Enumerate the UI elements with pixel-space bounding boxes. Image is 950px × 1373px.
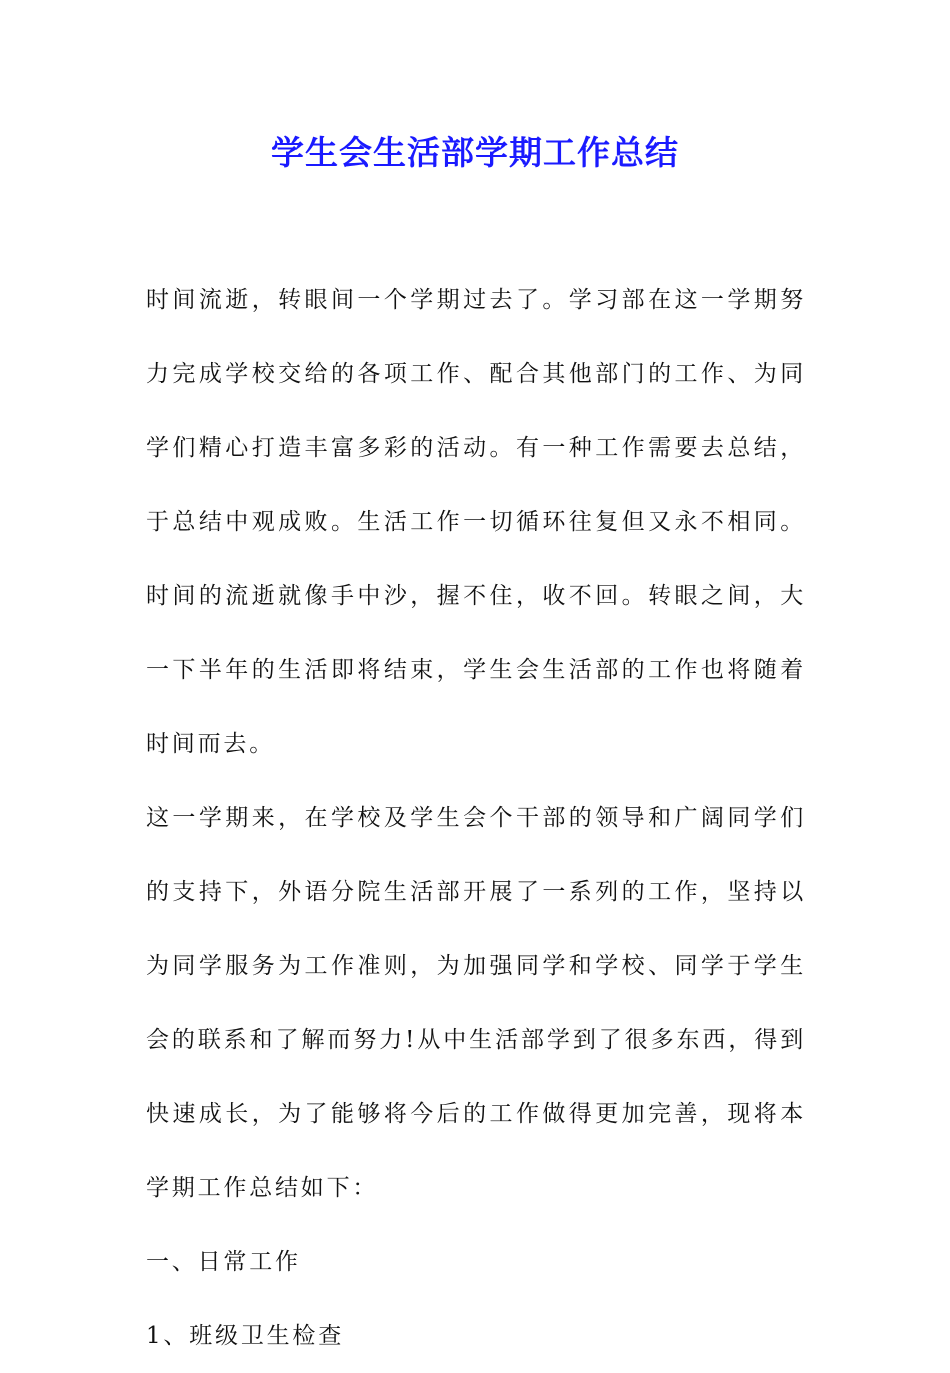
section-heading: 一、日常工作 (146, 1249, 301, 1275)
paragraph-intro: 时间流逝，转眼间一个学期过去了。学习部在这一学期努力完成学校交给的各项工作、配合其他部门的工作、为同学们精心打造丰富多彩的活动。有一种工作需要去总结，于总结中观成败。生活工作一切循环往复但又永不相同。时间的流逝就像手中沙，握不住，收不回。转眼之间，大一下半年的生活即将结束，学生会生活部的工作也将随着时间而去。 (146, 287, 806, 757)
paragraph-summary: 这一学期来，在学校及学生会个干部的领导和广阔同学们的支持下，外语分院生活部开展了一系列的工作，坚持以为同学服务为工作准则，为加强同学和学校、同学于学生会的联系和了解而努力!从中生活部学到了很多东西，得到快速成长，为了能够将今后的工作做得更加完善，现将本学期工作总结如下： (146, 805, 806, 1201)
document-body (146, 263, 806, 1373)
subsection-heading: 1、班级卫生检查 (146, 1323, 345, 1349)
document-title: 学生会生活部学期工作总结 (271, 133, 679, 172)
